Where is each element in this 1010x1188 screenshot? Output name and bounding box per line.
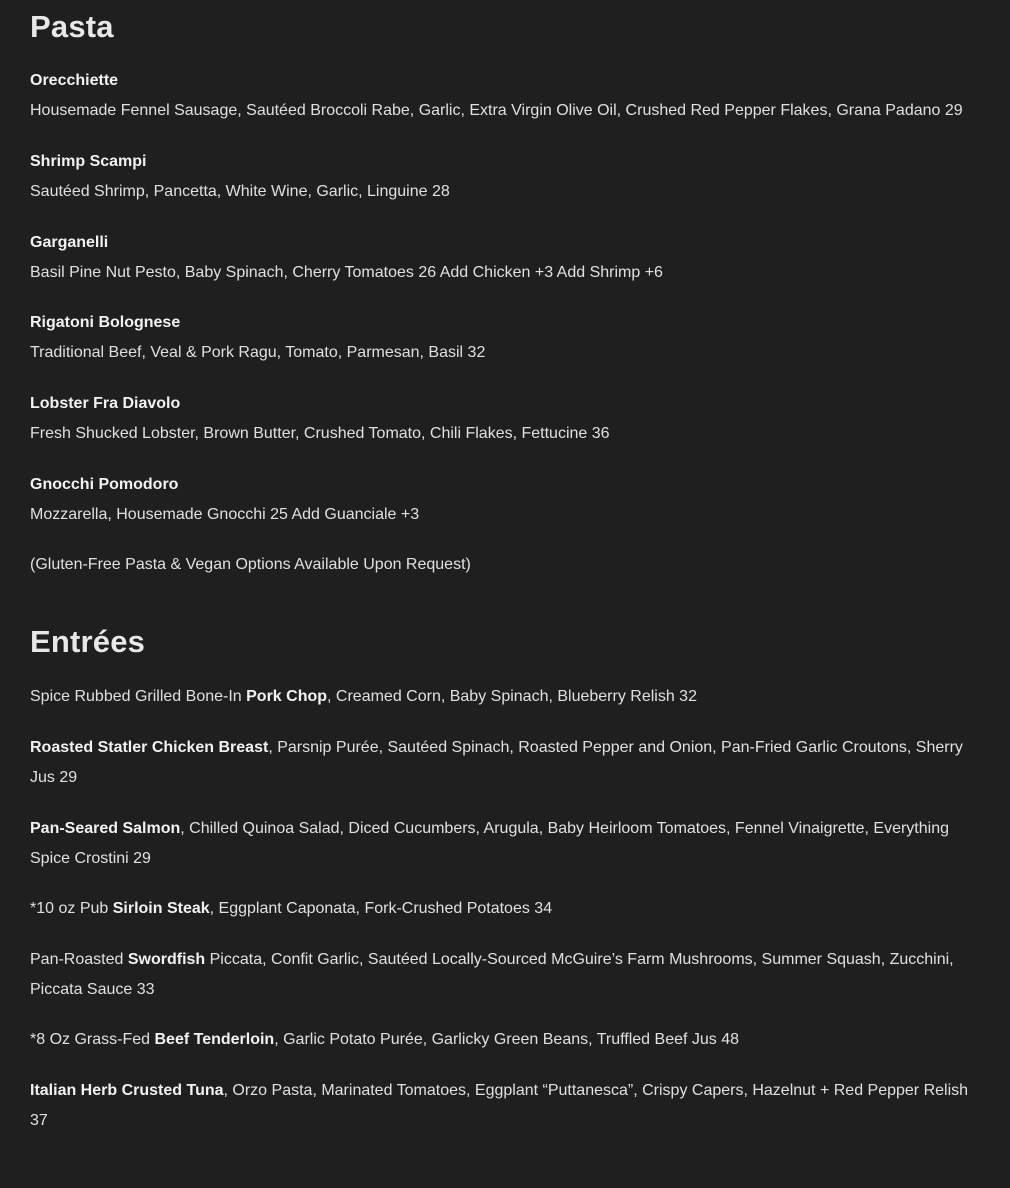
entree-prefix: Pan-Roasted [30, 951, 128, 968]
entree-beef-tenderloin [30, 1025, 980, 1055]
entree-salmon [30, 814, 980, 874]
dish-description: Basil Pine Nut Pesto, Baby Spinach, Cherry Tomatoes 26 Add Chicken +3 Add Shrimp +6 [30, 264, 663, 281]
entree-suffix: , Creamed Corn, Baby Spinach, Blueberry Relish 32 [327, 688, 697, 705]
entree-name: Sirloin Steak [112, 900, 210, 917]
entree-pork-chop [30, 682, 980, 712]
dish-name: Garganelli [30, 234, 109, 251]
dish-lobster-fra-diavolo [30, 389, 980, 449]
entree-suffix: Piccata, Confit Garlic, Sautéed Locally-Sourced McGuire’s Farm Mushrooms, Summer Squash, Zucchini, Piccata Sauce 33 [30, 951, 954, 998]
entree-suffix: , Chilled Quinoa Salad, Diced Cucumbers, Arugula, Baby Heirloom Tomatoes, Fennel Vinaigrette, Everything Spice Crostini 29 [30, 820, 949, 867]
entree-name: Swordfish [127, 951, 206, 968]
dish-description: Fresh Shucked Lobster, Brown Butter, Crushed Tomato, Chili Flakes, Fettucine 36 [30, 425, 610, 442]
entrees-heading: Entrées [30, 624, 146, 659]
dish-gnocchi-pomodoro [30, 470, 980, 530]
entree-suffix: , Parsnip Purée, Sautéed Spinach, Roasted Pepper and Onion, Pan-Fried Garlic Croutons, Sherry Jus 29 [30, 739, 963, 786]
dish-name: Rigatoni Bolognese [30, 314, 181, 331]
dish-name: Orecchiette [30, 72, 119, 89]
dish-shrimp-scampi [30, 147, 980, 207]
dish-name: Shrimp Scampi [30, 153, 147, 170]
dish-name: Gnocchi Pomodoro [30, 476, 179, 493]
gluten-free-note: (Gluten-Free Pasta & Vegan Options Available Upon Request) [30, 556, 471, 573]
entree-name: Beef Tenderloin [154, 1031, 275, 1048]
entree-prefix: Spice Rubbed Grilled Bone-In [30, 688, 247, 705]
dish-rigatoni-bolognese [30, 308, 980, 368]
entree-name: Italian Herb Crusted Tuna [30, 1082, 224, 1099]
menu-page [30, 0, 980, 1136]
dish-description: Housemade Fennel Sausage, Sautéed Broccoli Rabe, Garlic, Extra Virgin Olive Oil, Crushed Red Pepper Flakes, Grana Padano 29 [30, 102, 963, 119]
entree-chicken-breast [30, 733, 980, 793]
entree-name: Pork Chop [246, 688, 328, 705]
dish-description: Sautéed Shrimp, Pancetta, White Wine, Garlic, Linguine 28 [30, 183, 450, 200]
entree-name: Pan-Seared Salmon [30, 820, 181, 837]
entree-suffix: , Eggplant Caponata, Fork-Crushed Potatoes 34 [209, 900, 553, 917]
entree-prefix: *10 oz Pub [30, 900, 113, 917]
entree-suffix: , Garlic Potato Purée, Garlicky Green Beans, Truffled Beef Jus 48 [274, 1031, 740, 1048]
dish-name: Lobster Fra Diavolo [30, 395, 181, 412]
entree-suffix: , Orzo Pasta, Marinated Tomatoes, Eggplant “Puttanesca”, Crispy Capers, Hazelnut + Red Pepper Relish 37 [30, 1082, 969, 1129]
pasta-heading: Pasta [30, 9, 114, 44]
entree-sirloin-steak [30, 894, 980, 924]
dish-orecchiette [30, 66, 980, 126]
dish-description: Mozzarella, Housemade Gnocchi 25 Add Guanciale +3 [30, 506, 420, 523]
dish-garganelli [30, 228, 980, 288]
entree-name: Roasted Statler Chicken Breast [30, 739, 269, 756]
entree-tuna [30, 1076, 980, 1136]
entree-prefix: *8 Oz Grass-Fed [30, 1031, 155, 1048]
dish-description: Traditional Beef, Veal & Pork Ragu, Tomato, Parmesan, Basil 32 [30, 344, 486, 361]
entree-swordfish [30, 945, 980, 1005]
